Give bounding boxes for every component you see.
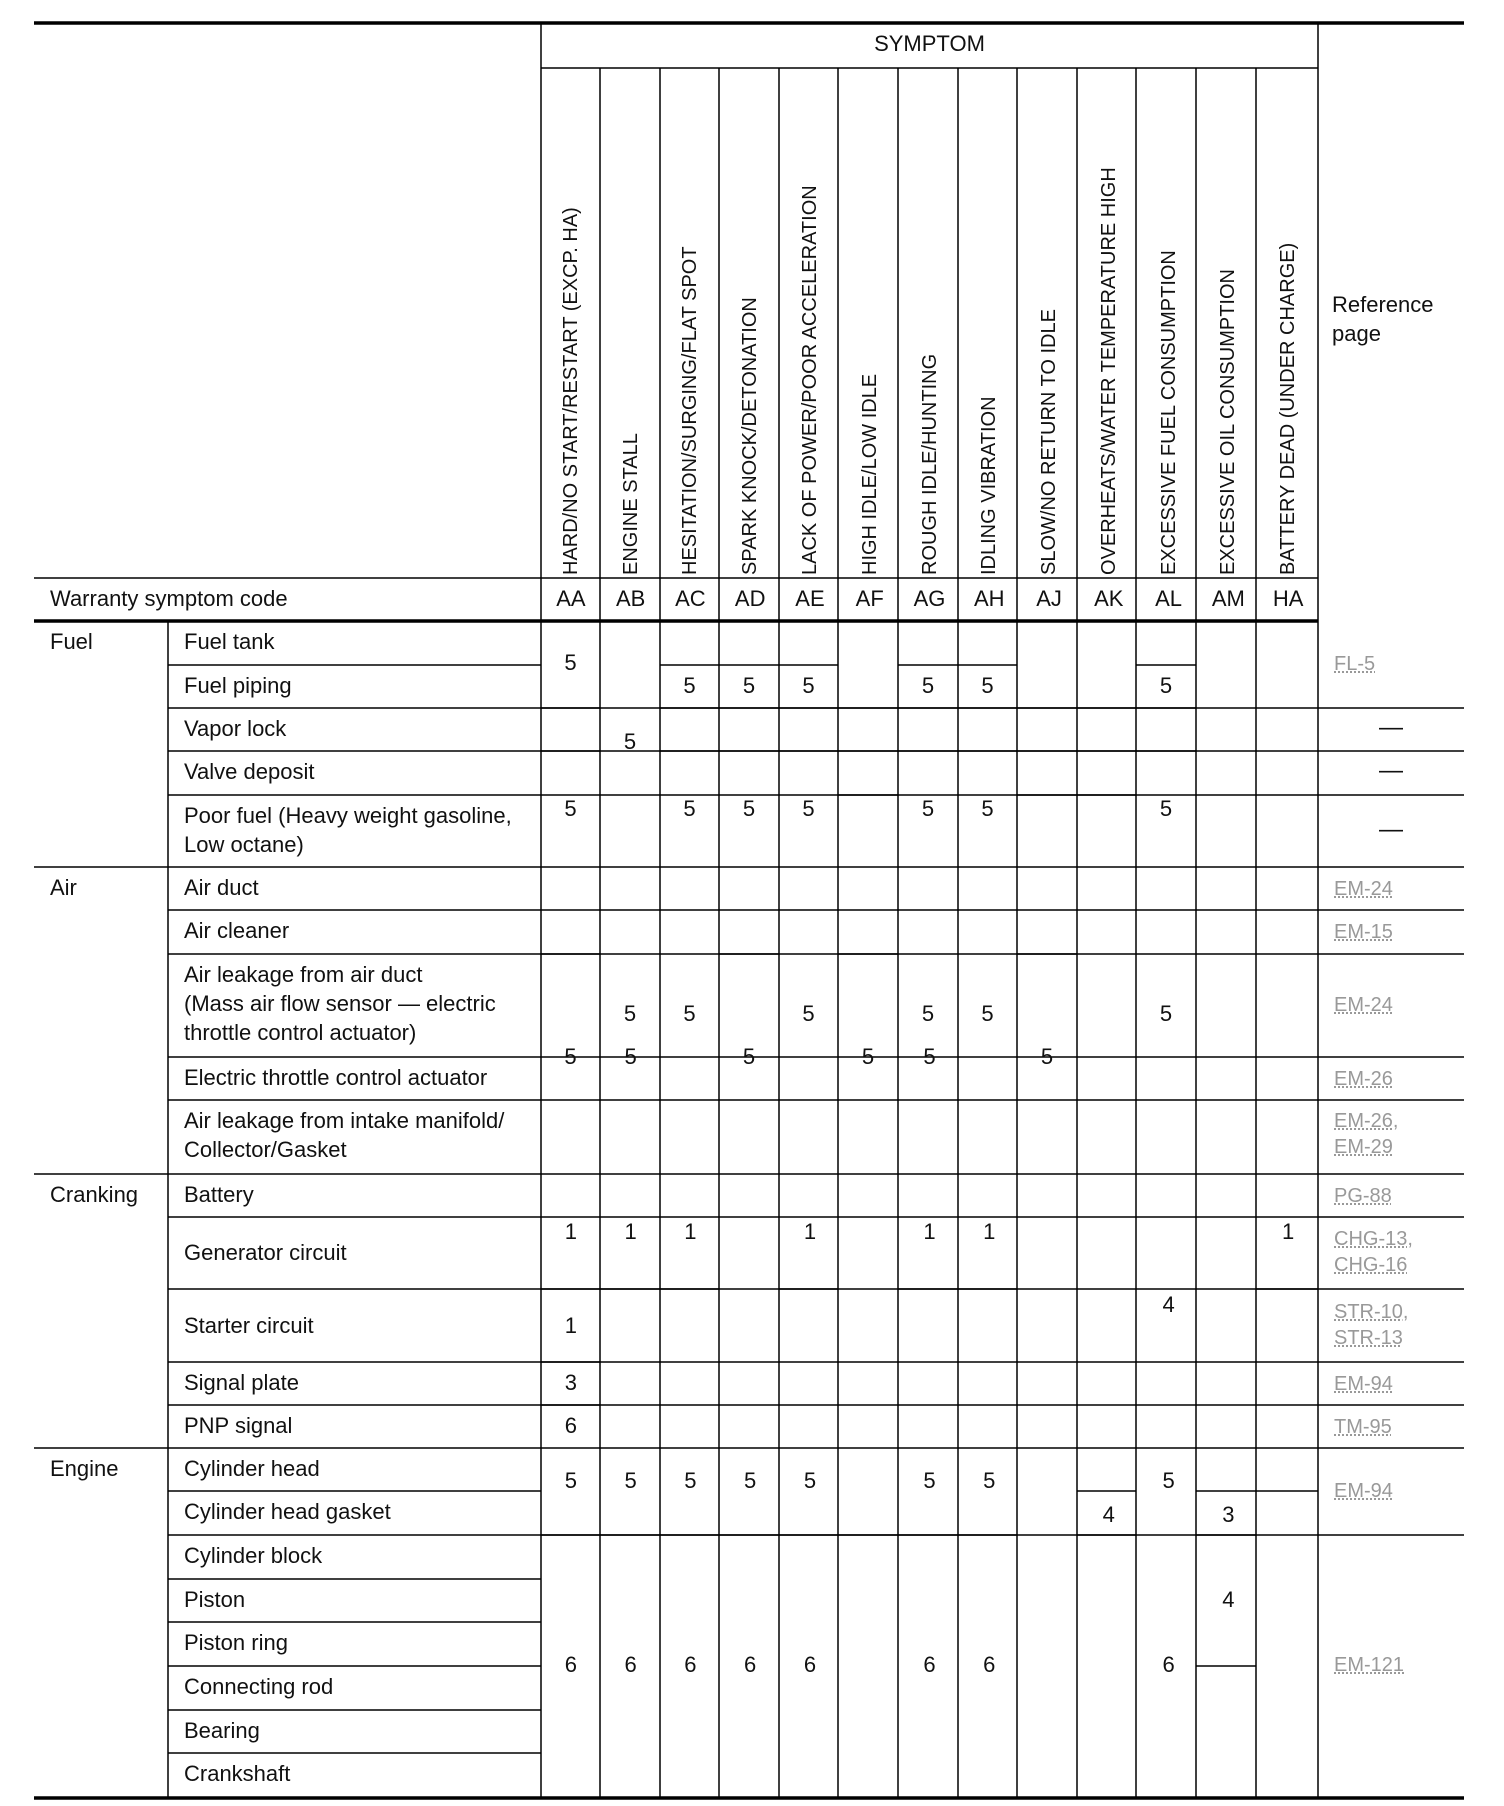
item-label: Starter circuit [184,1313,314,1338]
item-label: Air leakage from intake manifold/ Collector/Gasket [184,1108,505,1162]
item-label: Air cleaner [184,918,290,943]
symptom-value-cell: 5 [1159,796,1173,821]
item-label: Fuel piping [184,673,292,698]
symptom-value-cell: 1 [923,1219,936,1244]
symptom-value-cell: 5 [683,1001,696,1026]
warranty-code-cell: AC [675,586,706,611]
symptom-value-cell: 6 [564,1652,577,1677]
symptom-value-cell: 1 [684,1219,697,1244]
symptom-value-cell: 5 [742,1044,756,1069]
symptom-value-cell: 5 [981,1001,994,1026]
warranty-code-cell: AA [556,586,586,611]
symptom-value-cell: 5 [623,729,637,754]
warranty-code-cell: AM [1211,586,1245,611]
reference-link[interactable]: CHG-13, CHG-16 [1334,1228,1413,1276]
symptom-value-cell: 5 [1040,1044,1054,1069]
symptom-value-cell: 6 [983,1652,996,1677]
item-label: Vapor lock [184,716,287,741]
symptom-value-cell: 5 [921,1001,935,1026]
symptom-column-header: LACK OF POWER/POOR ACCELERATION [798,185,821,575]
item-label: Electric throttle control actuator [184,1065,488,1090]
symptom-value-cell: 5 [802,673,815,698]
symptom-value-cell: 4 [1162,1292,1175,1317]
symptom-value-cell: 5 [981,673,994,698]
symptom-value-cell: 3 [1222,1502,1235,1527]
item-label: Crankshaft [184,1761,291,1786]
warranty-code-cell: AB [615,586,646,611]
reference-none: — [1379,757,1403,784]
symptom-column-header: BATTERY DEAD (UNDER CHARGE) [1277,242,1300,575]
symptom-value-cell: 5 [623,1001,637,1026]
warranty-code-cell: AK [1094,586,1124,611]
reference-link[interactable]: EM-26, EM-29 [1334,1110,1399,1158]
symptom-value-cell: 5 [802,1001,815,1026]
symptom-value-cell: 5 [742,673,756,698]
warranty-symptom-code-label: Warranty symptom code [50,586,288,611]
warranty-code-cell: AG [913,586,946,611]
reference-link[interactable]: EM-24 [1334,994,1393,1016]
symptom-value-cell: 1 [1281,1219,1295,1244]
symptom-value-cell: 5 [684,1468,697,1493]
reference-none: — [1379,714,1403,741]
symptom-value-cell: 5 [1159,673,1173,698]
symptom-value-cell: 1 [564,1313,577,1338]
item-label: Valve deposit [184,759,315,784]
symptom-value-cell: 3 [564,1370,577,1395]
symptom-value-cell: 5 [923,1044,936,1069]
symptom-value-cell: 5 [861,1044,875,1069]
reference-page-header: Reference page [1332,292,1434,346]
warranty-code-cell: AE [795,586,825,611]
symptom-value-cell: 5 [923,1468,936,1493]
symptom-value-cell: 6 [1162,1652,1175,1677]
symptom-value-cell: 6 [803,1652,817,1677]
symptom-header: SYMPTOM [874,31,985,56]
symptom-value-cell: 5 [683,673,696,698]
symptom-value-cell: 5 [564,1044,577,1069]
symptom-value-cell: 5 [802,796,815,821]
warranty-code-cell: AH [973,586,1005,611]
symptom-value-cell: 1 [983,1219,996,1244]
symptom-value-cell: 5 [921,796,935,821]
symptom-value-cell: 5 [803,1468,817,1493]
item-label: Cylinder block [184,1543,323,1568]
item-label: Piston [184,1587,246,1612]
reference-link[interactable]: EM-94 [1334,1373,1393,1395]
warranty-code-cell: AL [1155,586,1183,611]
reference-link[interactable]: PG-88 [1334,1185,1392,1207]
symptom-value-cell: 5 [921,673,935,698]
item-label: Generator circuit [184,1240,347,1265]
item-label: Air leakage from air duct (Mass air flow sensor — electric throttle control actuator) [184,962,496,1045]
symptom-column-header: IDLING VIBRATION [978,396,1001,575]
item-label: Signal plate [184,1370,299,1395]
warranty-code-cell: AF [855,586,884,611]
symptom-value-cell: 5 [624,1468,637,1493]
reference-link[interactable]: EM-121 [1334,1654,1405,1676]
reference-link[interactable]: EM-15 [1334,921,1393,943]
symptom-column-header: EXCESSIVE FUEL CONSUMPTION [1157,250,1180,575]
symptom-value-cell: 1 [624,1219,637,1244]
symptom-column-header: EXCESSIVE OIL CONSUMPTION [1217,269,1240,575]
symptom-value-cell: 6 [744,1652,757,1677]
symptom-value-cell: 5 [624,1044,637,1069]
reference-none: — [1379,816,1403,843]
symptom-value-cell: 4 [1222,1587,1235,1612]
symptom-value-cell: 5 [983,1468,996,1493]
warranty-code-cell: AD [734,586,766,611]
symptom-value-cell: 5 [744,1468,757,1493]
symptom-value-cell: 1 [564,1219,577,1244]
symptom-column-header: SLOW/NO RETURN TO IDLE [1038,309,1061,575]
item-label: Bearing [184,1718,260,1743]
symptom-column-header: HESITATION/SURGING/FLAT SPOT [679,246,702,575]
symptom-value-cell: 5 [1159,1001,1173,1026]
warranty-code-cell: HA [1272,586,1304,611]
symptom-value-cell: 6 [564,1413,577,1438]
symptom-value-cell: 5 [564,650,577,675]
item-label: Poor fuel (Heavy weight gasoline, Low octane) [184,803,512,857]
item-label: Cylinder head [184,1456,320,1481]
symptom-column-header: HARD/NO START/RESTART (EXCP. HA) [559,207,582,575]
group-label-cranking: Cranking [50,1182,139,1207]
symptom-column-header: ENGINE STALL [619,433,642,575]
symptom-value-cell: 5 [683,796,696,821]
symptom-column-header: HIGH IDLE/LOW IDLE [858,373,881,575]
item-label: Piston ring [184,1630,288,1655]
symptom-value-cell: 5 [564,1468,577,1493]
group-label-air: Air [50,875,77,900]
symptom-column-header: SPARK KNOCK/DETONATION [739,297,762,575]
item-label: Cylinder head gasket [184,1499,391,1524]
item-label: PNP signal [184,1413,293,1438]
item-label: Battery [184,1182,254,1207]
reference-link[interactable]: EM-26 [1334,1068,1393,1090]
reference-link[interactable]: FL-5 [1334,653,1376,675]
symptom-column-header: ROUGH IDLE/HUNTING [918,353,941,575]
symptom-value-cell: 6 [624,1652,637,1677]
symptom-value-cell: 5 [1162,1468,1175,1493]
symptom-value-cell: 5 [564,796,577,821]
item-label: Connecting rod [184,1674,334,1699]
group-label-engine: Engine [50,1456,119,1481]
symptom-value-cell: 6 [923,1652,936,1677]
symptom-column-header: OVERHEATS/WATER TEMPERATURE HIGH [1097,167,1120,575]
reference-link[interactable]: STR-10, STR-13 [1334,1301,1409,1349]
symptom-value-cell: 6 [684,1652,697,1677]
warranty-code-cell: AJ [1036,586,1062,611]
symptom-value-cell: 1 [803,1219,817,1244]
reference-link[interactable]: TM-95 [1334,1416,1392,1438]
reference-link[interactable]: EM-94 [1334,1480,1393,1502]
item-label: Fuel tank [184,629,275,654]
symptom-value-cell: 4 [1102,1502,1115,1527]
item-label: Air duct [184,875,259,900]
symptom-value-cell: 5 [742,796,756,821]
reference-link[interactable]: EM-24 [1334,878,1393,900]
group-label-fuel: Fuel [50,629,93,654]
symptom-value-cell: 5 [981,796,994,821]
